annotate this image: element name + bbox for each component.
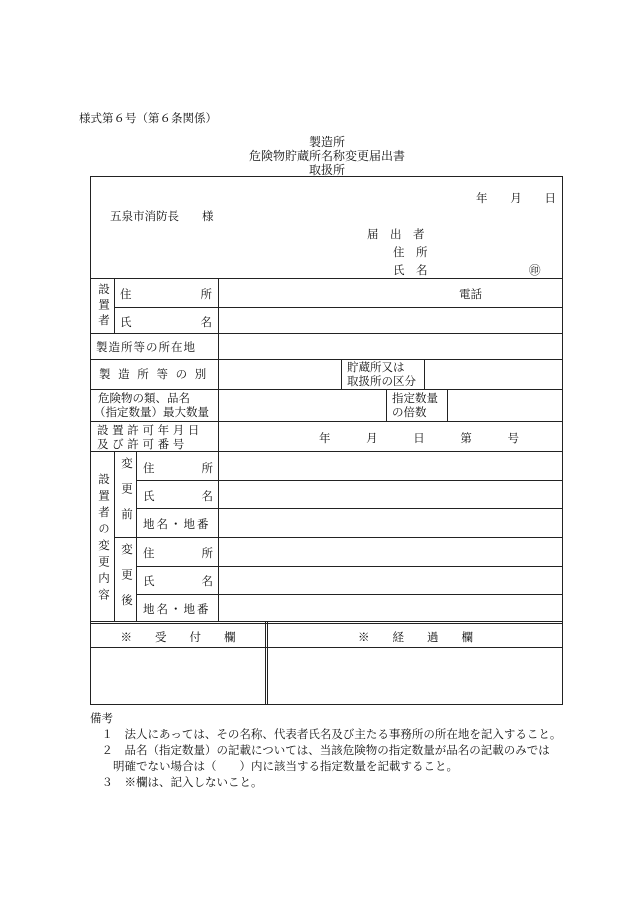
- before-lot-label: 地名・地番: [143, 517, 211, 531]
- location-label: 製造所等の所在地: [96, 340, 196, 354]
- permit-month-label: 月: [366, 431, 378, 445]
- hazard-input[interactable]: [219, 390, 386, 421]
- before-name-input[interactable]: [219, 481, 562, 508]
- title-line-1: 製造所: [308, 135, 345, 149]
- location-input[interactable]: [219, 334, 562, 359]
- before-address-label: 住 所: [143, 461, 213, 475]
- facility-type-input[interactable]: [219, 360, 341, 389]
- change-content-label: 設置者の変更内容: [97, 473, 111, 605]
- form-frame: [90, 176, 563, 705]
- multiple-label-line-2: の倍数: [392, 405, 427, 419]
- date-field[interactable]: [476, 190, 556, 206]
- permit-label: [97, 423, 199, 451]
- seal-mark: ㊞: [529, 263, 541, 277]
- notes-heading: 備考: [90, 711, 113, 725]
- before-lot-input[interactable]: [219, 509, 562, 537]
- phone-label: 電話: [459, 287, 482, 301]
- permit-year-label: 年: [319, 431, 331, 445]
- permit-label-line-2: 及 び 許 可 番 号: [97, 437, 185, 451]
- multiple-input[interactable]: [448, 390, 562, 421]
- note-2a: ２ 品名（指定数量）の記載については、当該危険物の指定数量が品名の記載のみでは: [90, 743, 550, 757]
- storage-class-input[interactable]: [425, 360, 562, 389]
- title-line-2: 危険物貯蔵所名称変更届出書: [248, 149, 405, 163]
- form-number: 様式第６号（第６条関係）: [79, 111, 217, 125]
- date-year-label: 年: [476, 191, 488, 205]
- storage-class-line-2: 取扱所の区分: [347, 374, 416, 388]
- note-2b: 明確でない場合は（ ）内に該当する指定数量を記載すること。: [90, 759, 458, 773]
- after-lot-input[interactable]: [219, 595, 562, 621]
- before-name-label: 氏 名: [143, 489, 213, 503]
- title-line-3: 取扱所: [308, 163, 345, 177]
- progress-header: ※ 経 過 欄: [358, 630, 473, 644]
- multiple-label: [392, 391, 438, 419]
- after-lot-label: 地名・地番: [143, 602, 211, 616]
- hazard-label-line-2: （指定数量）最大数量: [94, 405, 209, 419]
- change-before-label: 変更前: [120, 457, 134, 534]
- installer-label: 設置者: [97, 283, 111, 330]
- notifier-label: 届 出 者: [367, 227, 425, 241]
- permit-no-suffix: 号: [507, 431, 519, 445]
- hazard-label-line-1: 危険物の類、品名: [98, 391, 190, 405]
- reception-field: [91, 648, 265, 704]
- progress-field: [269, 648, 562, 704]
- date-month-label: 月: [510, 191, 522, 205]
- after-address-label: 住 所: [143, 546, 213, 560]
- permit-no-prefix: 第: [460, 431, 472, 445]
- after-name-input[interactable]: [219, 567, 562, 594]
- permit-date-number-field[interactable]: [319, 430, 519, 446]
- notifier-name-label: 氏 名: [393, 263, 428, 277]
- addressee: 五泉市消防長 様: [110, 209, 214, 223]
- notifier-address-label: 住 所: [393, 245, 428, 259]
- installer-address-label: 住 所: [120, 287, 212, 301]
- permit-day-label: 日: [413, 431, 425, 445]
- installer-name-input[interactable]: [219, 308, 562, 333]
- change-after-label: 変更後: [120, 543, 134, 620]
- date-day-label: 日: [544, 191, 556, 205]
- after-address-input[interactable]: [219, 538, 562, 566]
- note-3: ３ ※欄は、記入しないこと。: [90, 775, 263, 789]
- storage-class-line-1: 貯蔵所又は: [347, 360, 405, 374]
- hazard-label: [94, 391, 209, 419]
- facility-type-label: 製 造 所 等 の 別: [99, 367, 209, 381]
- note-1: １ 法人にあっては、その名称、代表者氏名及び主たる事務所の所在地を記入すること。: [90, 727, 562, 741]
- after-name-label: 氏 名: [143, 574, 213, 588]
- permit-label-line-1: 設 置 許 可 年 月 日: [97, 423, 200, 437]
- before-address-input[interactable]: [219, 452, 562, 480]
- multiple-label-line-1: 指定数量: [392, 391, 438, 405]
- storage-class-label: [347, 360, 416, 388]
- installer-address-input[interactable]: [219, 279, 562, 307]
- reception-header: ※ 受 付 欄: [120, 630, 236, 644]
- notes: [90, 710, 561, 790]
- installer-name-label: 氏 名: [120, 315, 212, 329]
